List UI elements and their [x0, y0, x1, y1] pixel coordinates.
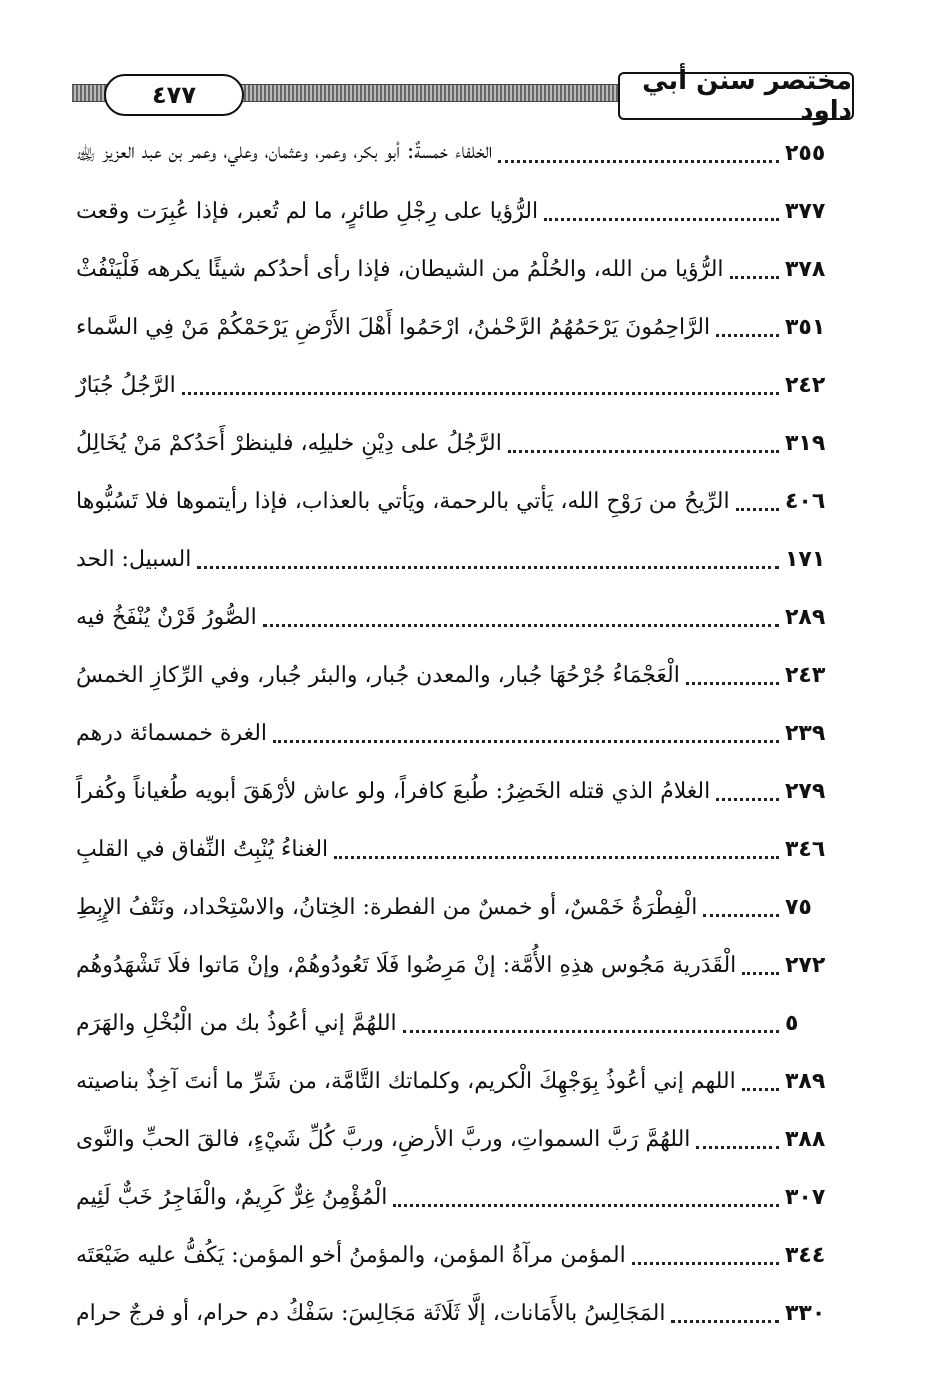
index-entry: [72, 588, 847, 646]
entry-text: الغلامُ الذي قتله الخَضِرُ: طُبعَ كافراً، ولو عاش لأرْهَقَ أبويه طُغياناً وكُفراً: [76, 778, 711, 804]
entry-text: الرُّؤيا على رِجْلِ طائرٍ، ما لم تُعبر، فإذا عُبِرَت وقعت: [76, 198, 539, 224]
index-entry: [72, 298, 847, 356]
entry-text: الرَّاحِمُونَ يَرْحَمُهُمُ الرَّحْمٰنُ، ارْحَمُوا أَهْلَ الأَرْضِ يَرْحَمْكُمْ مَنْ فِي السَّماء: [76, 314, 711, 340]
entry-text: الْقَدَرية مَجُوس هذِهِ الأُمَّة: إنْ مَرِضُوا فَلَا تَعُودُوهُمْ، وإنْ مَاتوا فلَا تَشْهَدُوهُم: [76, 952, 737, 978]
index-entry: [72, 646, 847, 704]
entry-text: الْمُؤْمِنُ غِرٌّ كَرِيمٌ، والْفَاجِرُ خَبٌّ لَئِيم: [76, 1184, 388, 1210]
entry-page-number: ٣٤٤: [785, 1242, 826, 1268]
index-entry: [72, 820, 847, 878]
dot-leader: [273, 740, 779, 743]
index-entry: [72, 704, 847, 762]
dot-leader: [508, 450, 779, 453]
entry-page-number: ٧٥: [785, 894, 812, 920]
dot-leader: [686, 682, 779, 685]
dot-leader: [742, 972, 779, 975]
index-entry: [72, 124, 847, 182]
index-entry: [72, 414, 847, 472]
entry-page-number: ٣٣٠: [785, 1300, 826, 1326]
dot-leader: [703, 914, 779, 917]
entry-page-number: ٢٤٣: [785, 662, 826, 688]
index-entry: [72, 472, 847, 530]
dot-leader: [263, 624, 779, 627]
page-number: ٤٧٧: [104, 74, 244, 116]
entry-page-number: ١٧١: [785, 546, 826, 572]
dot-leader: [334, 856, 779, 859]
entry-text: السبيل: الحد: [76, 546, 192, 572]
dot-leader: [498, 160, 779, 163]
entry-text: الغناءُ يُنْبِتُ النِّفاق في القلبِ: [76, 836, 329, 862]
dot-leader: [742, 1088, 779, 1091]
entry-text: الغرة خمسمائة درهم: [76, 720, 268, 746]
entry-page-number: ٣١٩: [785, 430, 826, 456]
dot-leader: [696, 1146, 779, 1149]
entry-page-number: ٣٧٨: [785, 256, 826, 282]
index-entry: [72, 1110, 847, 1168]
entry-page-number: ٣٨٨: [785, 1126, 826, 1152]
entry-page-number: ٢٣٩: [785, 720, 826, 746]
index-entry: [72, 936, 847, 994]
entry-text: الرِّيحُ من رَوْحِ الله، يَأتي بالرحمة، ويَأتي بالعذاب، فإذا رأيتموها فلا تَسُبُّوها: [76, 488, 730, 514]
book-title: مختصر سنن أبي داود: [618, 72, 854, 120]
dot-leader: [730, 276, 779, 279]
index-entry: [72, 182, 847, 240]
entry-text: الرُّؤيا من الله، والحُلْمُ من الشيطان، فإذا رأى أحدُكم شيئًا يكرهه فَلْيَنْفُثْ: [76, 256, 724, 282]
entry-text: الْفِطْرَةُ خَمْسٌ، أو خمسٌ من الفطرة: الخِتانُ، والاسْتِحْداد، ونَتْفُ الإِبِطِ: [76, 894, 698, 920]
dot-leader: [197, 566, 779, 569]
index-entry: [72, 762, 847, 820]
entry-text: المَجَالِسُ بالأَمَانات، إلَّا ثَلَاثَة مَجَالِسَ: سَفْكُ دم حرام، أو فرجٌ حرام: [76, 1300, 666, 1326]
dot-leader: [671, 1320, 779, 1323]
index-entry: [72, 1284, 847, 1342]
index-entry: [72, 1168, 847, 1226]
index-entries: [72, 124, 847, 1342]
page-header: [72, 66, 854, 126]
dot-leader: [182, 392, 779, 395]
entry-page-number: ٢٧٩: [785, 778, 826, 804]
entry-page-number: ٤٠٦: [785, 488, 826, 514]
entry-page-number: ٢٤٢: [785, 372, 826, 398]
entry-page-number: ٣٥١: [785, 314, 826, 340]
index-entry: [72, 878, 847, 936]
entry-text: المؤمن مرآةُ المؤمن، والمؤمنُ أخو المؤمن: يَكُفُّ عليه ضَيْعَتَه: [76, 1242, 626, 1268]
dot-leader: [393, 1204, 779, 1207]
entry-page-number: ٣٨٩: [785, 1068, 826, 1094]
entry-text: الرَّجُلُ جُبَارٌ: [76, 372, 176, 398]
entry-text: اللهُمَّ إني أعُوذُ بك من الْبُخْلِ والهَرَم: [76, 1010, 397, 1036]
dot-leader: [544, 218, 779, 221]
dot-leader: [716, 334, 779, 337]
entry-text: الخلفاء خمسةٌ: أبو بكر، وعمر، وعثمان، وعلي، وعمر بن عبد العزيز ﵀: [76, 139, 493, 164]
dot-leader: [403, 1030, 779, 1033]
dot-leader: [716, 798, 779, 801]
entry-page-number: ٥: [785, 1010, 799, 1036]
entry-text: اللهُمَّ رَبَّ السمواتِ، وربَّ الأرضِ، وربَّ كُلِّ شَيْءٍ، فالقَ الحبِّ والنَّوى: [76, 1126, 691, 1152]
entry-page-number: ٢٥٥: [785, 140, 826, 166]
index-entry: [72, 1052, 847, 1110]
dot-leader: [632, 1262, 779, 1265]
index-entry: [72, 994, 847, 1052]
entry-text: اللهم إني أعُوذُ بِوَجْهِكَ الْكريم، وكلماتك التَّامَّة، من شَرِّ ما أنتَ آخِذٌ بناصيته: [76, 1068, 736, 1094]
index-entry: [72, 240, 847, 298]
index-entry: [72, 530, 847, 588]
entry-page-number: ٣٤٦: [785, 836, 826, 862]
index-entry: [72, 1226, 847, 1284]
index-entry: [72, 356, 847, 414]
entry-page-number: ٣٠٧: [785, 1184, 826, 1210]
entry-page-number: ٢٧٢: [785, 952, 826, 978]
entry-text: الْعَجْمَاءُ جُرْحُهَا جُبار، والمعدن جُبار، والبئر جُبار، وفي الرِّكازِ الخمسُ: [76, 662, 680, 688]
entry-page-number: ٢٨٩: [785, 604, 826, 630]
entry-text: الصُّورُ قَرْنٌ يُنْفَخُ فيه: [76, 604, 257, 630]
dot-leader: [736, 508, 779, 511]
entry-text: الرَّجُلُ على دِيْنِ خليلِه، فلينظرْ أَحَدُكمْ مَنْ يُخَالِلُ: [76, 430, 502, 456]
entry-page-number: ٣٧٧: [785, 198, 826, 224]
